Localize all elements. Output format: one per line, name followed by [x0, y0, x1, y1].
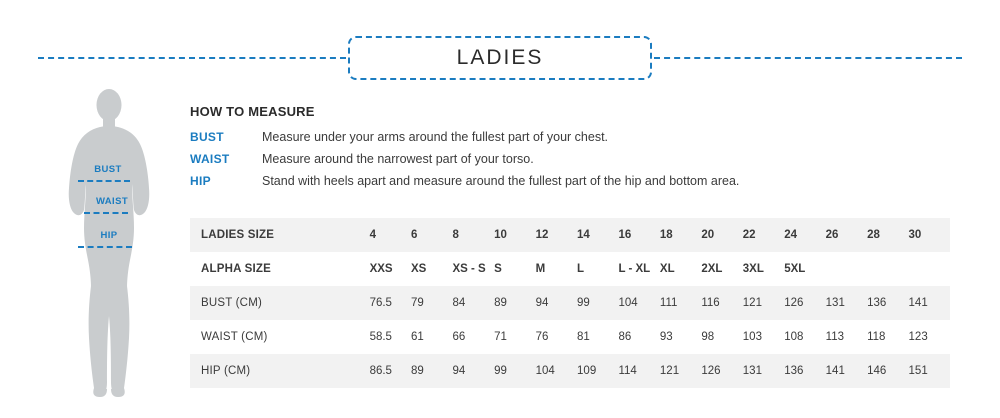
cell-bust-0: 76.5: [369, 297, 392, 309]
page-title: LADIES: [456, 46, 544, 69]
measure-key-hip: HIP: [190, 174, 211, 188]
cell-hip-1: 89: [411, 365, 424, 377]
cell-hip-0: 86.5: [369, 365, 392, 377]
figure-dash-bust: [78, 180, 130, 182]
cell-ladies-size-13: 30: [908, 229, 922, 241]
cell-bust-8: 116: [701, 297, 720, 309]
cell-bust-1: 79: [411, 297, 424, 309]
cell-bust-13: 141: [908, 297, 928, 309]
cell-alpha-size-6: L - XL: [618, 263, 651, 275]
cell-alpha-size-10: 5XL: [784, 263, 806, 275]
cell-hip-2: 94: [452, 365, 466, 377]
row-label-waist: WAIST (CM): [201, 331, 268, 343]
figure-dash-waist: [84, 212, 128, 214]
measure-desc-bust: Measure under your arms around the fullest part of your chest.: [262, 130, 609, 144]
cell-alpha-size-12: [867, 252, 908, 286]
cell-bust-4: 94: [535, 297, 549, 309]
measure-key-bust: BUST: [190, 130, 224, 144]
measure-row-bust: [190, 130, 910, 144]
cell-waist-7: 93: [659, 331, 673, 343]
cell-waist-1: 61: [411, 331, 424, 343]
body-figure: [44, 88, 174, 398]
size-table: [190, 218, 950, 388]
cell-alpha-size-11: [826, 252, 867, 286]
cell-waist-2: 66: [452, 331, 466, 343]
cell-bust-12: 136: [867, 297, 887, 309]
table-row-waist: [190, 320, 950, 354]
table-row-hip: [190, 354, 950, 388]
cell-hip-12: 146: [867, 365, 887, 377]
cell-hip-8: 126: [701, 365, 721, 377]
row-label-hip: HIP (CM): [201, 365, 251, 377]
cell-ladies-size-0: 4: [369, 229, 376, 241]
female-silhouette-icon: [44, 88, 174, 398]
cell-ladies-size-8: 20: [701, 229, 715, 241]
measure-desc-waist: Measure around the narrowest part of your torso.: [262, 152, 534, 166]
figure-label-bust: BUST: [94, 164, 122, 175]
cell-alpha-size-5: L: [577, 263, 585, 275]
cell-bust-11: 131: [825, 297, 845, 309]
cell-waist-12: 118: [867, 331, 886, 343]
cell-ladies-size-5: 14: [577, 229, 590, 241]
cell-waist-4: 76: [535, 331, 549, 343]
cell-alpha-size-2: XS - S: [452, 263, 486, 275]
cell-hip-3: 99: [494, 365, 507, 377]
table-row-ladies-size: [190, 218, 950, 252]
cell-hip-5: 109: [577, 365, 597, 377]
cell-hip-6: 114: [618, 365, 637, 377]
cell-alpha-size-9: 3XL: [742, 263, 764, 275]
cell-waist-11: 113: [825, 331, 844, 343]
cell-waist-10: 108: [784, 331, 804, 343]
cell-ladies-size-1: 6: [411, 229, 418, 241]
cell-alpha-size-3: S: [494, 263, 502, 275]
cell-waist-8: 98: [701, 331, 715, 343]
cell-ladies-size-2: 8: [452, 229, 459, 241]
header-dashed-line-left: [38, 57, 346, 59]
cell-waist-13: 123: [908, 331, 928, 343]
measure-desc-hip: Stand with heels apart and measure around the fullest part of the hip and bottom area.: [262, 174, 740, 188]
header-band: [0, 34, 1000, 82]
cell-waist-9: 103: [742, 331, 762, 343]
row-label-alpha-size: ALPHA SIZE: [201, 263, 271, 275]
cell-ladies-size-12: 28: [867, 229, 880, 241]
cell-bust-7: 111: [659, 297, 678, 309]
cell-bust-6: 104: [618, 297, 638, 309]
measure-row-hip: [190, 174, 910, 188]
cell-bust-3: 89: [494, 297, 507, 309]
cell-ladies-size-9: 22: [742, 229, 756, 241]
cell-alpha-size-13: [909, 252, 950, 286]
cell-waist-0: 58.5: [369, 331, 392, 343]
measure-key-waist: WAIST: [190, 152, 230, 166]
cell-hip-9: 131: [742, 365, 762, 377]
cell-waist-6: 86: [618, 331, 632, 343]
cell-alpha-size-1: XS: [411, 263, 427, 275]
table-row-bust: [190, 286, 950, 320]
cell-ladies-size-3: 10: [494, 229, 507, 241]
how-to-measure-section: [190, 104, 910, 196]
cell-alpha-size-7: XL: [659, 263, 675, 275]
cell-bust-10: 126: [784, 297, 804, 309]
cell-ladies-size-4: 12: [535, 229, 549, 241]
cell-ladies-size-11: 26: [825, 229, 839, 241]
cell-hip-7: 121: [659, 365, 680, 377]
cell-hip-11: 141: [825, 365, 845, 377]
cell-hip-13: 151: [908, 365, 928, 377]
cell-alpha-size-0: XXS: [369, 263, 393, 275]
figure-dash-hip: [78, 246, 132, 248]
page-title-pill: [348, 36, 652, 80]
cell-alpha-size-4: M: [535, 263, 546, 275]
header-dashed-line-right: [654, 57, 962, 59]
cell-alpha-size-8: 2XL: [701, 263, 723, 275]
table-row-alpha-size: [190, 252, 950, 286]
cell-bust-2: 84: [452, 297, 466, 309]
cell-hip-10: 136: [784, 365, 804, 377]
measure-row-waist: [190, 152, 910, 166]
row-label-bust: BUST (CM): [201, 297, 263, 309]
row-label-ladies-size: LADIES SIZE: [201, 229, 275, 241]
cell-ladies-size-10: 24: [784, 229, 798, 241]
cell-hip-4: 104: [535, 365, 555, 377]
cell-bust-5: 99: [577, 297, 590, 309]
how-to-measure-heading: HOW TO MEASURE: [190, 104, 315, 119]
figure-label-hip: HIP: [100, 230, 118, 241]
cell-waist-5: 81: [577, 331, 590, 343]
cell-ladies-size-7: 18: [659, 229, 673, 241]
figure-label-waist: WAIST: [95, 196, 129, 207]
cell-waist-3: 71: [494, 331, 507, 343]
cell-bust-9: 121: [742, 297, 762, 309]
cell-ladies-size-6: 16: [618, 229, 632, 241]
